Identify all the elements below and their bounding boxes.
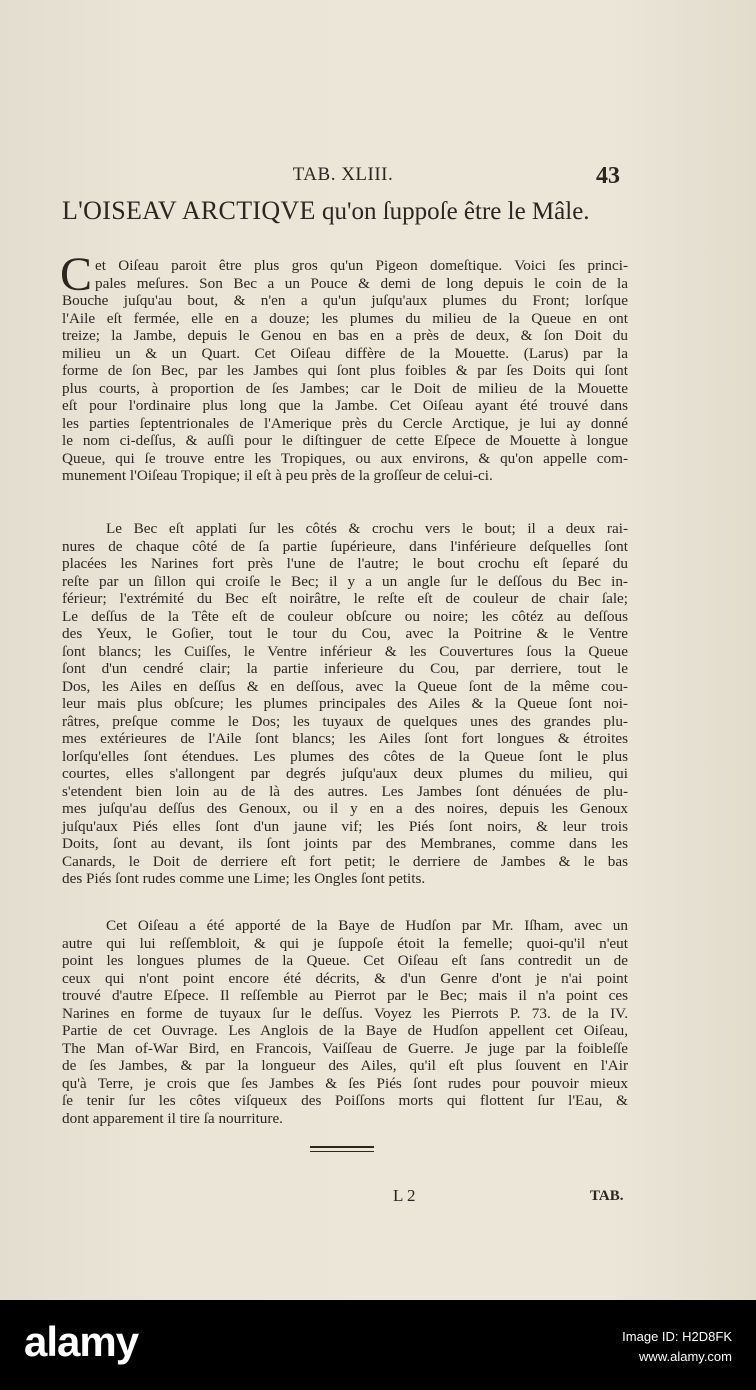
- page-title: [62, 196, 590, 226]
- text-line: ſe tenir ſur les côtes viſqueux des Poiſſons morts qui flottent ſur l'Eau, &: [62, 1092, 628, 1109]
- text-line: forme de ſon Bec, par les Jambes qui ſont plus foibles & par ſes Doits qui ſont: [62, 362, 628, 379]
- page-number: 43: [596, 163, 620, 189]
- brand-logo: alamy: [24, 1318, 139, 1365]
- text-line: Canards, le Doit de derriere eſt fort petit; le derriere de Jambes & le bas: [62, 852, 628, 870]
- text-line: Le deſſus de la Tête eſt de couleur obſcure ou noire; les côtéz au deſſous: [62, 607, 628, 625]
- text-line: dont apparement il tire ſa nourriture.: [62, 1109, 283, 1127]
- text-line: reſte par un ſillon qui croiſe le Bec; il y a un angle ſur le deſſous du Bec in-: [62, 572, 628, 590]
- text-line: placées les Narines fort près l'une de l'autre; le bout crochu eſt ſeparé du: [62, 555, 628, 572]
- text-line: trouvé d'autre Eſpece. Il reſſemble au Pierrot par le Bec; mais il n'a point ces: [62, 987, 628, 1004]
- section-rule: [310, 1146, 374, 1152]
- text-line: râtres, preſque comme le Dos; les tuyaux de quelques unes des grandes plu-: [62, 712, 628, 730]
- text-line: Le Bec eſt applati ſur les côtés & crochu vers le bout; il a deux rai-: [106, 520, 628, 537]
- text-line: Bouche juſqu'au bout, & n'en a qu'un juſqu'aux plumes du Front; lorſque: [62, 292, 628, 309]
- text-line: s'etendent bien loin au de là des autres. Les Jambes ſont dénuées de plu-: [62, 782, 628, 800]
- text-line: de ſes Jambes, & par la longueur des Ailes, qu'il eſt plus ſouvent en l'Air: [62, 1057, 628, 1074]
- text-line: pales meſures. Son Bec a un Pouce & demi de long depuis le coin de la: [95, 274, 628, 292]
- site-url: www.alamy.com: [639, 1349, 732, 1364]
- text-line: autre qui lui reſſembloit, & qui je ſuppoſe étoit la femelle; quoi-qu'il n'eut: [62, 934, 628, 952]
- text-line: ceux qui n'ont point encore été décrits, & d'un Genre d'ont je n'ai point: [62, 969, 628, 987]
- signature-mark: L 2: [393, 1186, 416, 1205]
- text-line: treize; la Jambe, depuis le Genou en bas en a près de deux, & ſon Doit du: [62, 327, 628, 344]
- title-rest: qu'on ſuppoſe être le Mâle.: [315, 198, 590, 225]
- text-line: férieur; l'extrémité du Bec eſt noirâtre, le reſte eſt de couleur de chair ſale;: [62, 590, 628, 607]
- text-line: munement l'Oiſeau Tropique; il eſt à peu près de la groſſeur de celui-ci.: [62, 467, 493, 484]
- text-line: et Oiſeau paroit être plus gros qu'un Pigeon domeſtique. Voici ſes princi-: [95, 257, 628, 274]
- image-id: Image ID: H2D8FK: [622, 1329, 732, 1344]
- text-line: Queue, qui ſe trouve entre les Tropiques, ou aux environs, & qu'on appelle com-: [62, 449, 628, 467]
- text-line: le nom ci-deſſus, & auſſi pour le diſtinguer de cette Eſpece de Mouette à longue: [62, 432, 628, 449]
- text-line: Narines en forme de tuyaux ſur le deſſus. Voyez les Pierrots P. 73. de la IV.: [62, 1004, 628, 1022]
- text-line: plus courts, à proportion de ſes Jambes; car le Doit de milieu de la Mouette: [62, 379, 628, 397]
- text-line: Partie de cet Ouvrage. Les Anglois de la Baye de Hudſon appellent cet Oiſeau,: [62, 1022, 628, 1039]
- text-line: Doits, ſont au devant, ils ſont joints par des Membranes, comme dans les: [62, 835, 628, 852]
- text-line: Dos, les Ailes en deſſus & en deſſous, avec la Queue ſont de la même cou-: [62, 677, 628, 695]
- image-info: [622, 1327, 732, 1367]
- text-line: lorſqu'elles ſont étendues. Les plumes des côtes de la Queue ſont le plus: [62, 747, 628, 765]
- paragraph-lines: [62, 257, 628, 485]
- text-line: ſont d'un cendré clair; la partie inferieure du Cou, par derriere, tout le: [62, 660, 628, 677]
- text-line: point les longues plumes de la Queue. Cet Oiſeau eſt ſans contredit un de: [62, 952, 628, 969]
- paragraph-3: [62, 917, 628, 1127]
- text-line: eſt pour l'ordinaire plus long que la Jambe. Cet Oiſeau ayant été trouvé dans: [62, 397, 628, 414]
- text-line: milieu un & un Quart. Cet Oiſeau diffère de la Mouette. (Larus) par la: [62, 344, 628, 362]
- paragraph-lines: [62, 917, 628, 1127]
- paragraph-lines: [62, 520, 628, 888]
- text-line: Cet Oiſeau a été apporté de la Baye de Hudſon par Mr. Iſham, avec un: [106, 917, 628, 934]
- text-line: courtes, elles s'allongent par degrés juſqu'aux deux plumes du milieu, qui: [62, 765, 628, 782]
- paragraph-1: [60, 248, 628, 485]
- text-line: les parties ſeptentrionales de l'Amerique près du Cercle Arctique, je lui ay donné: [62, 414, 628, 432]
- title-caps: L'OISEAV ARCTIQVE: [62, 196, 316, 225]
- text-line: ſont blancs; les Cuiſſes, le Ventre inférieur & les Couvertures ſous la Queue: [62, 642, 628, 660]
- catchword: TAB.: [590, 1188, 624, 1204]
- text-line: l'Aile eſt fermée, elle en a douze; les plumes du milieu de la Queue en ont: [62, 309, 628, 327]
- text-line: des Piés ſont rudes comme une Lime; les Ongles ſont petits.: [62, 870, 426, 887]
- text-line: mes juſqu'au deſſus des Genoux, ou il y en a des noires, depuis les Genoux: [62, 800, 628, 817]
- paragraph-2: [62, 520, 628, 888]
- text-line: nures de chaque côté de ſa partie ſupérieure, dans l'inférieure deſquelles ſont: [62, 537, 628, 555]
- text-line: mes extérieures de l'Aile ſont blancs; les Ailes ſont fort longues & étroites: [62, 730, 628, 747]
- text-line: The Man of-War Bird, en Francois, Vaiſſeau de Guerre. Je juge par la foibleſſe: [62, 1039, 628, 1057]
- text-line: juſqu'aux Piés elles ſont d'un jaune vif; les Piés ſont noirs, & leur trois: [62, 817, 628, 835]
- plate-heading: TAB. XLIII.: [292, 164, 394, 185]
- text-line: qu'à Terre, je crois que ſes Jambes & ſes Piés ſont rudes pour pouvoir mieux: [62, 1074, 628, 1092]
- text-line: des Yeux, le Goſier, tout le tour du Cou, avec la Poitrine & le Ventre: [62, 625, 628, 642]
- text-line: leur mais plus obſcure; les plumes principales des Ailes & la Queue ſont noi-: [62, 695, 628, 712]
- drop-cap: C: [60, 248, 93, 301]
